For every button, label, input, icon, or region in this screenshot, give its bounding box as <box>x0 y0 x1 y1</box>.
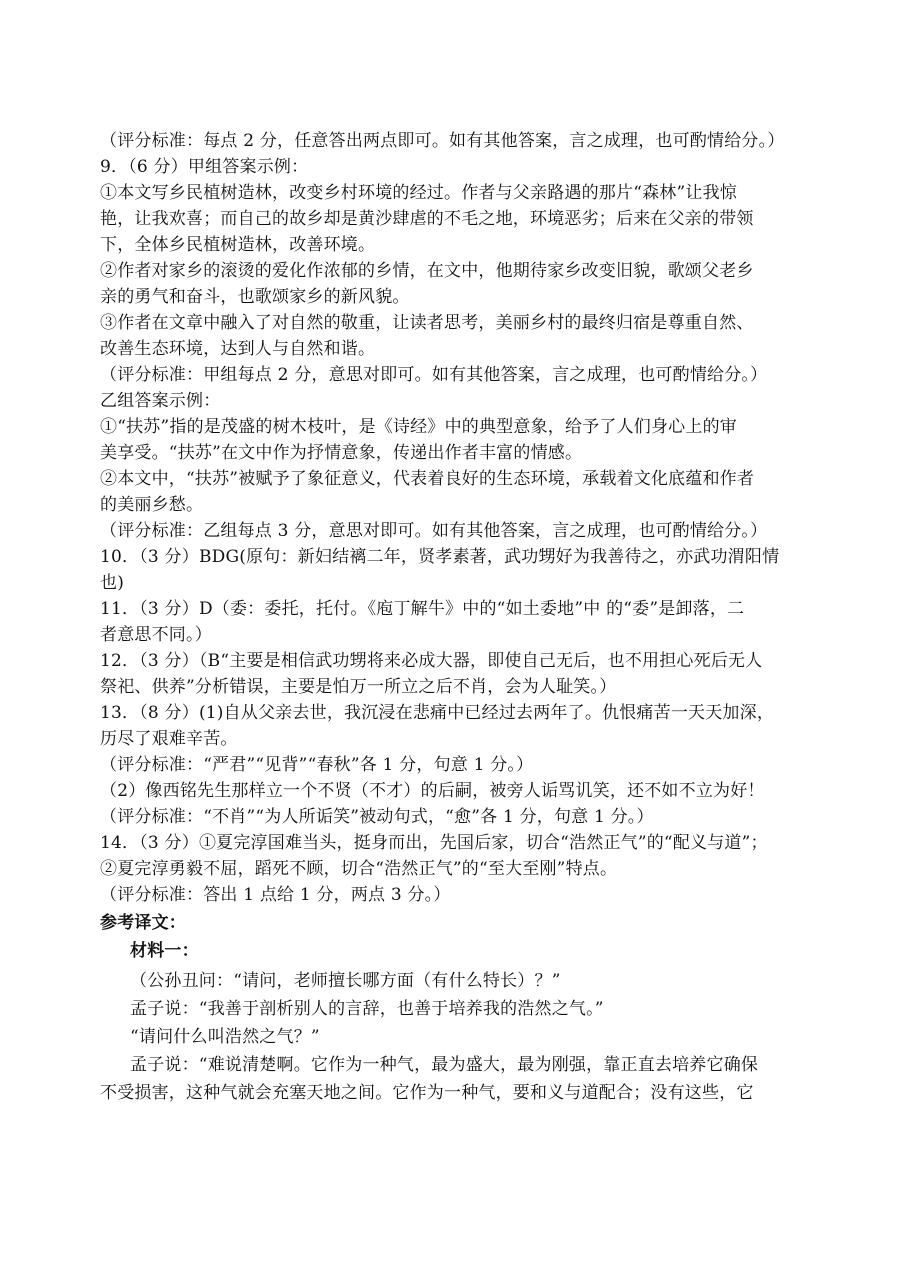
translation-heading: 参考译文： <box>100 913 186 933</box>
text-line: （评分标准：乙组每点 3 分，意思对即可。如有其他答案，言之成理，也可酌情给分。） <box>100 521 768 541</box>
text-line: （评分标准：“不肖”“为人所诟笑”被动句式，“愈”各 1 分，句意 1 分。） <box>100 807 654 827</box>
text-line: ①本文写乡民植树造林，改变乡村环境的经过。作者与父亲路遇的那片“森林”让我惊 <box>100 183 737 203</box>
text-line: 者意思不同。） <box>100 625 212 645</box>
text-line: ②夏完淳勇毅不屈，蹈死不顾，切合“浩然正气”的“至大至刚”特点。 <box>100 859 618 879</box>
text-line: ②本文中，“扶苏”被赋予了象征意义，代表着良好的生态环境，承载着文化底蕴和作者 <box>100 469 755 489</box>
text-line: 改善生态环境，达到人与自然和谐。 <box>100 339 376 359</box>
text-line: 亲的勇气和奋斗，也歌颂家乡的新风貌。 <box>100 287 410 307</box>
text-line: （2）像西铭先生那样立一个不贤（不才）的后嗣，被旁人诟骂讥笑，还不如不立为好！ <box>100 781 765 801</box>
question-9-header: 9．（6 分）甲组答案示例： <box>100 157 309 177</box>
question-10: 10．（3 分）BDG(原句：新妇结褵二年，贤孝素著，武功甥好为我善待之，亦武功渭阳情 <box>100 547 780 567</box>
text-line: ③作者在文章中融入了对自然的敬重，让读者思考，美丽乡村的最终归宿是尊重自然、 <box>100 313 754 333</box>
text-line: （评分标准：答出 1 点给 1 分，两点 3 分。） <box>100 885 451 905</box>
text-line: 历尽了艰难辛苦。 <box>100 729 238 749</box>
question-11: 11．（3 分）D（委：委托，托付。《庖丁解牛》中的“如土委地”中 的“委”是卸落，二 <box>100 599 745 619</box>
text-line: 艳，让我欢喜；而自己的故乡却是黄沙肆虐的不毛之地，环境恶劣；后来在父亲的带领 <box>100 209 754 229</box>
text-line: 下，全体乡民植树造林，改善环境。 <box>100 235 376 255</box>
translation-line: 孟子说：“难说清楚啊。它作为一种气，最为盛大，最为刚强，靠正直去培养它确保 <box>130 1055 759 1075</box>
question-13: 13．（8 分）(1)自从父亲去世，我沉浸在悲痛中已经过去两年了。仇恨痛苦一天天加深， <box>100 703 775 723</box>
text-line: ①“扶苏”指的是茂盛的树木枝叶，是《诗经》中的典型意象，给予了人们身心上的审 <box>100 417 737 437</box>
text-line: 的美丽乡愁。 <box>100 495 204 515</box>
translation-line: 不受损害，这种气就会充塞天地之间。它作为一种气，要和义与道配合；没有这些，它 <box>100 1083 754 1103</box>
question-14: 14．（3 分）①夏完淳国难当头，挺身而出，先国后家，切合“浩然正气”的“配义与道”； <box>100 833 768 853</box>
text-line: （评分标准：甲组每点 2 分，意思对即可。如有其他答案，言之成理，也可酌情给分。） <box>100 365 768 385</box>
translation-line: “请问什么叫浩然之气？” <box>130 1027 320 1047</box>
question-12: 12．（3 分）（B“主要是相信武功甥将来必成大器，即使自己无后，也不用担心死后无人 <box>100 651 763 671</box>
group-b-header: 乙组答案示例： <box>100 391 221 411</box>
translation-line: 孟子说：“我善于剖析别人的言辞，也善于培养我的浩然之气。” <box>130 999 604 1019</box>
material-heading: 材料一： <box>130 941 199 961</box>
text-line: 美享受。“扶苏”在文中作为抒情意象，传递出作者丰富的情感。 <box>100 443 583 463</box>
text-line: ②作者对家乡的滚烫的爱化作浓郁的乡情，在文中，他期待家乡改变旧貌，歌颂父老乡 <box>100 261 754 281</box>
text-line: （评分标准：每点 2 分，任意答出两点即可。如有其他答案，言之成理，也可酌情给分。） <box>100 131 785 151</box>
text-line: 祭祀、供养”分析错误，主要是怕万一所立之后不肖，会为人耻笑。） <box>100 677 617 697</box>
text-line: 也) <box>100 573 125 593</box>
translation-line: （公孙丑问：“请问，老师擅长哪方面（有什么特长）？” <box>130 971 561 991</box>
text-line: （评分标准：“严君”“见背”“春秋”各 1 分，句意 1 分。） <box>100 755 534 775</box>
